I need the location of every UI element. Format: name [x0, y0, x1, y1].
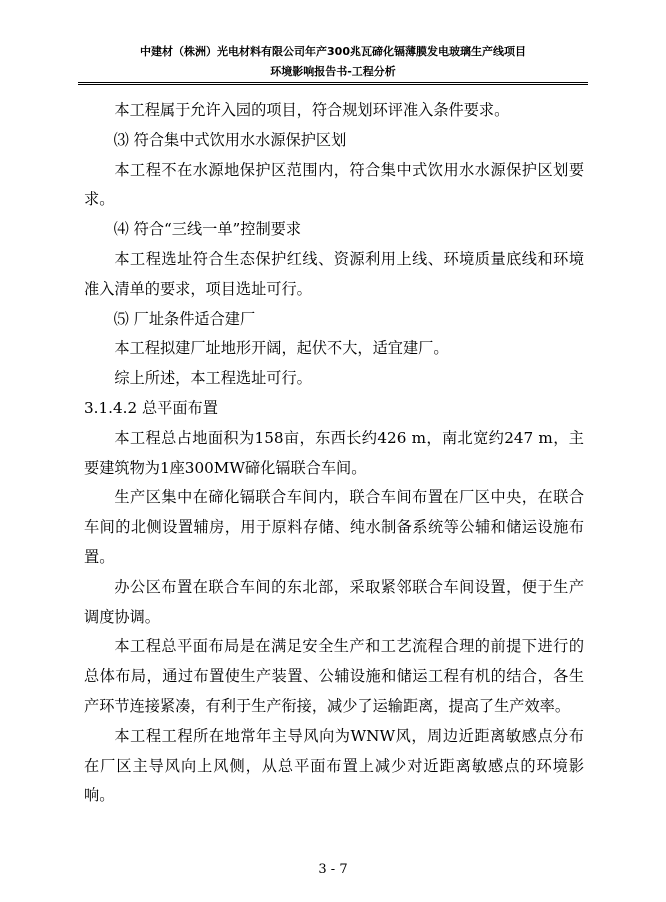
page-header: [0, 42, 666, 82]
paragraph: 本工程不在水源地保护区范围内，符合集中式饮用水水源保护区划要求。: [84, 160, 584, 209]
header-title: 中建材（株洲）光电材料有限公司年产300兆瓦碲化镉薄膜发电玻璃生产线项目: [140, 45, 526, 58]
section-heading: 3.1.4.2 总平面布置: [84, 398, 218, 417]
paragraph: 办公区布置在联合车间的东北部，采取紧邻联合车间设置，便于生产调度协调。: [84, 577, 584, 626]
paragraph: 综上所述，本工程选址可行。: [114, 369, 312, 388]
paragraph: 生产区集中在碲化镉联合车间内，联合车间布置在厂区中央，在联合车间的北侧设置辅房，用于原料存储、纯水制备系统等公辅和储运设施布置。: [84, 488, 584, 566]
header-rule: [78, 82, 588, 83]
paragraph: 本工程选址符合生态保护红线、资源利用上线、环境质量底线和环境准入清单的要求，项目选址可行。: [84, 249, 584, 298]
document-body: [84, 96, 584, 811]
paragraph: 本工程总占地面积为158亩，东西长约426 m，南北宽约247 m，主要建筑物为1座300MW碲化镉联合车间。: [84, 428, 584, 477]
header-subtitle: 环境影响报告书-工程分析: [270, 65, 396, 78]
paragraph: 本工程工程所在地常年主导风向为WNW风，周边近距离敏感点分布在厂区主导风向上风侧，从总平面布置上减少对近距离敏感点的环境影响。: [84, 726, 584, 805]
list-item-heading: ⑷ 符合“三线一单”控制要求: [113, 220, 302, 239]
list-item-heading: ⑸ 厂址条件适合建厂: [113, 309, 256, 328]
paragraph: 本工程拟建厂址地形开阔，起伏不大，适宜建厂。: [114, 339, 449, 358]
page-number: 3 - 7: [318, 862, 348, 877]
list-item-heading: ⑶ 符合集中式饮用水水源保护区划: [113, 130, 347, 149]
paragraph: 本工程总平面布局是在满足安全生产和工艺流程合理的前提下进行的总体布局，通过布置使生产装置、公辅设施和储运工程有机的结合，各生产环节连接紧凑，有利于生产衔接，减少了运输距离，提高了生产效率。: [84, 637, 584, 715]
header-rule-secondary: [78, 84, 588, 85]
paragraph: 本工程属于允许入园的项目，符合规划环评准入条件要求。: [114, 101, 510, 119]
